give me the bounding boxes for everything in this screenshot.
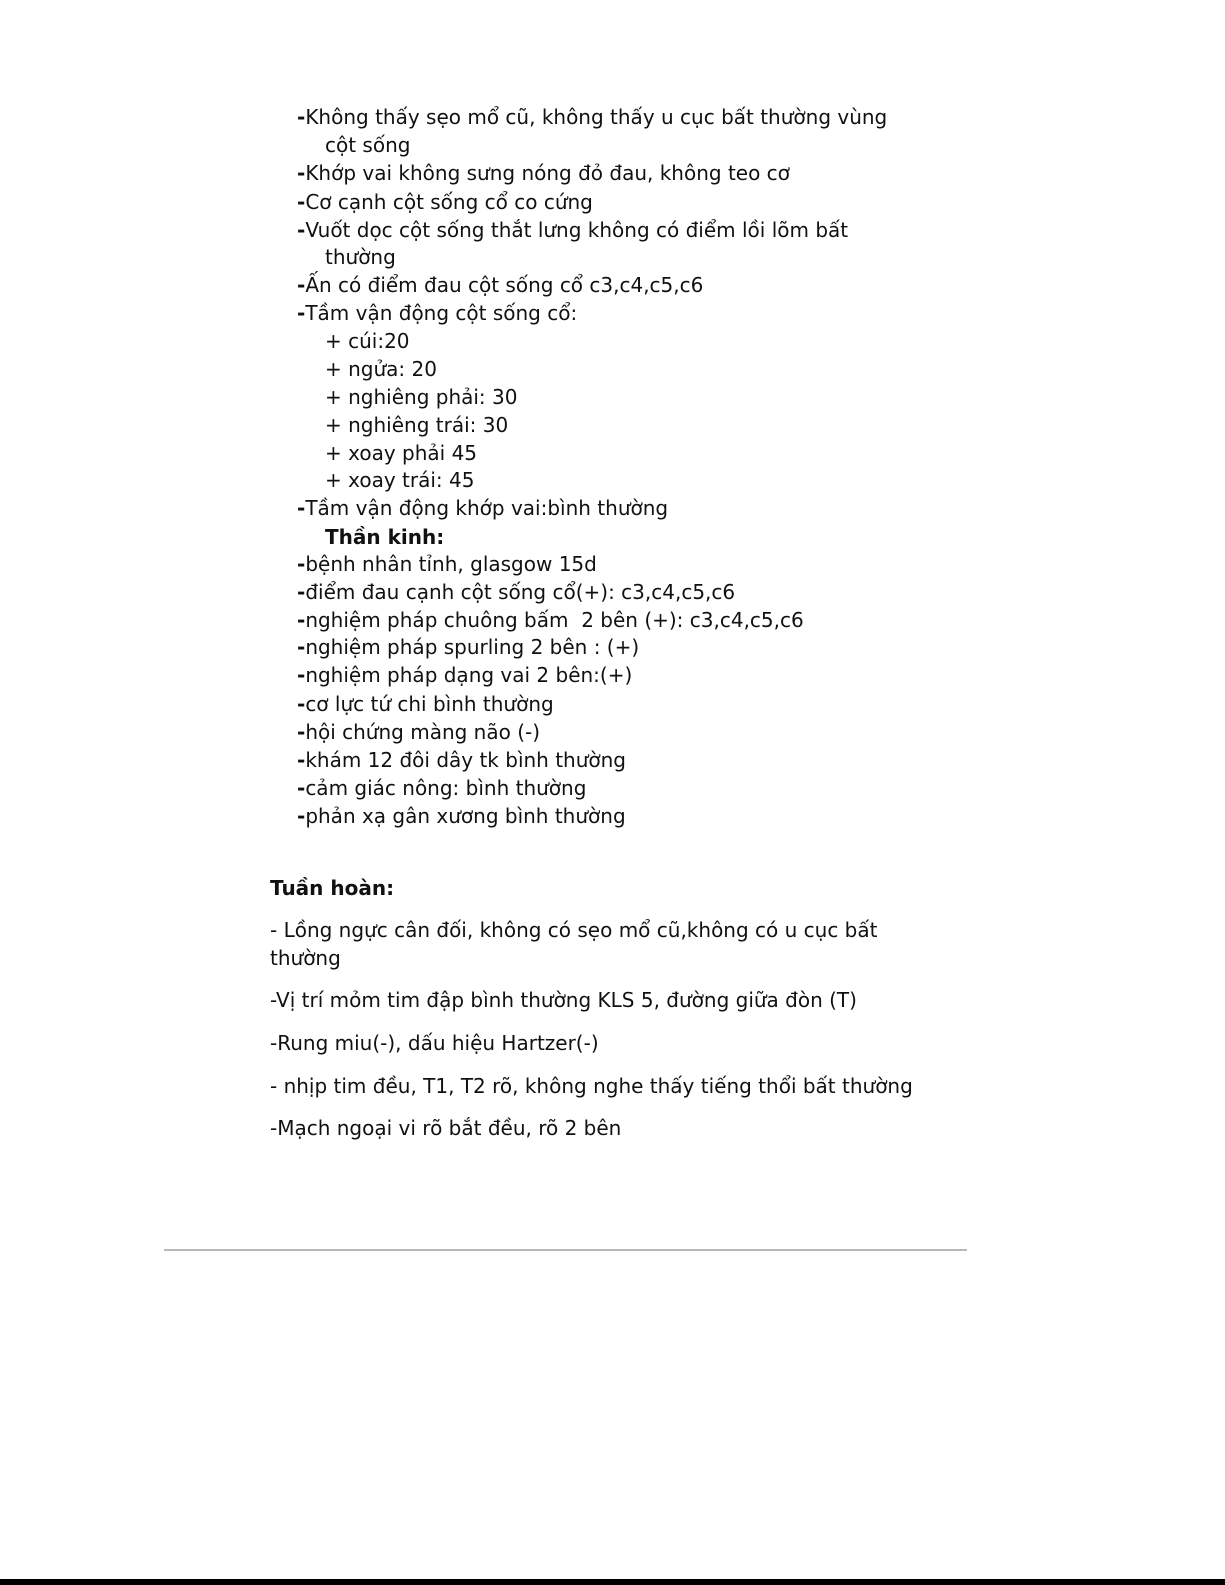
- bullet-dash: -: [297, 804, 306, 828]
- neuro-line: [297, 747, 626, 773]
- rom-item: + xoay phải 45: [325, 441, 478, 465]
- exam-line: [297, 495, 668, 521]
- neuro-line: [297, 634, 639, 660]
- bullet-dash: -: [297, 105, 306, 129]
- neuro-text: khám 12 đôi dây tk bình thường: [305, 748, 627, 772]
- bullet-dash: -: [297, 496, 306, 520]
- bullet-dash: -: [297, 608, 306, 632]
- bullet-dash: -: [297, 190, 306, 214]
- circulation-heading: Tuần hoàn:: [270, 876, 395, 900]
- bullet-dash: -: [297, 580, 306, 604]
- exam-line: [325, 244, 396, 270]
- rom-item: + nghiêng trái: 30: [325, 413, 509, 437]
- exam-text: cột sống: [325, 133, 411, 157]
- bullet-dash: -: [297, 748, 306, 772]
- rom-item: + nghiêng phải: 30: [325, 385, 518, 409]
- circulation-line: -Mạch ngoại vi rõ bắt đều, rõ 2 bên: [270, 1116, 622, 1140]
- bullet-dash: -: [297, 663, 306, 687]
- neuro-text: điểm đau cạnh cột sống cổ(+): c3,c4,c5,c6: [305, 580, 736, 604]
- circulation-line: - nhịp tim đều, T1, T2 rõ, không nghe thấy tiếng thổi bất thường: [270, 1074, 913, 1098]
- neuro-line: [297, 579, 735, 605]
- neuro-line: [297, 691, 554, 717]
- rom-item: + cúi:20: [325, 329, 410, 353]
- circulation-line: - Lồng ngực cân đối, không có sẹo mổ cũ,không có u cục bất: [270, 918, 878, 942]
- exam-line: [297, 104, 887, 130]
- exam-line: [297, 300, 577, 326]
- neuro-text: nghiệm pháp spurling 2 bên : (+): [305, 635, 640, 659]
- bullet-dash: -: [297, 776, 306, 800]
- bullet-dash: -: [297, 635, 306, 659]
- neuro-text: nghiệm pháp chuông bấm 2 bên (+): c3,c4,c5,c6: [305, 608, 804, 632]
- exam-text: thường: [325, 245, 396, 269]
- circulation-line: -Vị trí mỏm tim đập bình thường KLS 5, đường giữa đòn (T): [270, 988, 857, 1012]
- neuro-line: [297, 607, 804, 633]
- exam-text: Không thấy sẹo mổ cũ, không thấy u cục bất thường vùng: [305, 105, 888, 129]
- neuro-text: cảm giác nông: bình thường: [305, 776, 587, 800]
- exam-text: Ấn có điểm đau cột sống cổ c3,c4,c5,c6: [305, 273, 704, 297]
- exam-line: [297, 160, 790, 186]
- bullet-dash: -: [297, 692, 306, 716]
- neuro-text: nghiệm pháp dạng vai 2 bên:(+): [305, 663, 633, 687]
- exam-text: Vuốt dọc cột sống thắt lưng không có điểm lồi lõm bất: [305, 218, 849, 242]
- neuro-line: [297, 551, 597, 577]
- exam-text: Tầm vận động cột sống cổ:: [305, 301, 578, 325]
- exam-text: Tầm vận động khớp vai:bình thường: [305, 496, 669, 520]
- bullet-dash: -: [297, 218, 306, 242]
- neuro-text: bệnh nhân tỉnh, glasgow 15d: [305, 552, 597, 576]
- rom-item: + xoay trái: 45: [325, 468, 475, 492]
- rom-item: + ngửa: 20: [325, 357, 437, 381]
- bullet-dash: -: [297, 161, 306, 185]
- neuro-line: [297, 662, 632, 688]
- neuro-text: phản xạ gân xương bình thường: [305, 804, 626, 828]
- exam-line: [325, 132, 410, 158]
- neuro-line: [297, 775, 586, 801]
- exam-text: Cơ cạnh cột sống cổ co cứng: [305, 190, 593, 214]
- page-divider: [164, 1249, 967, 1251]
- exam-line: [297, 217, 848, 243]
- bullet-dash: -: [297, 720, 306, 744]
- neuro-text: hội chứng màng não (-): [305, 720, 541, 744]
- circulation-line: -Rung miu(-), dấu hiệu Hartzer(-): [270, 1031, 599, 1055]
- exam-line: [297, 272, 703, 298]
- neuro-heading: Thần kinh:: [325, 525, 445, 549]
- bullet-dash: -: [297, 273, 306, 297]
- circulation-line: thường: [270, 946, 341, 970]
- bottom-edge-bar: [0, 1579, 1225, 1585]
- neuro-line: [297, 719, 540, 745]
- bullet-dash: -: [297, 552, 306, 576]
- exam-line: [297, 189, 593, 215]
- bullet-dash: -: [297, 301, 306, 325]
- neuro-text: cơ lực tứ chi bình thường: [305, 692, 554, 716]
- exam-text: Khớp vai không sưng nóng đỏ đau, không teo cơ: [305, 161, 790, 185]
- neuro-line: [297, 803, 626, 829]
